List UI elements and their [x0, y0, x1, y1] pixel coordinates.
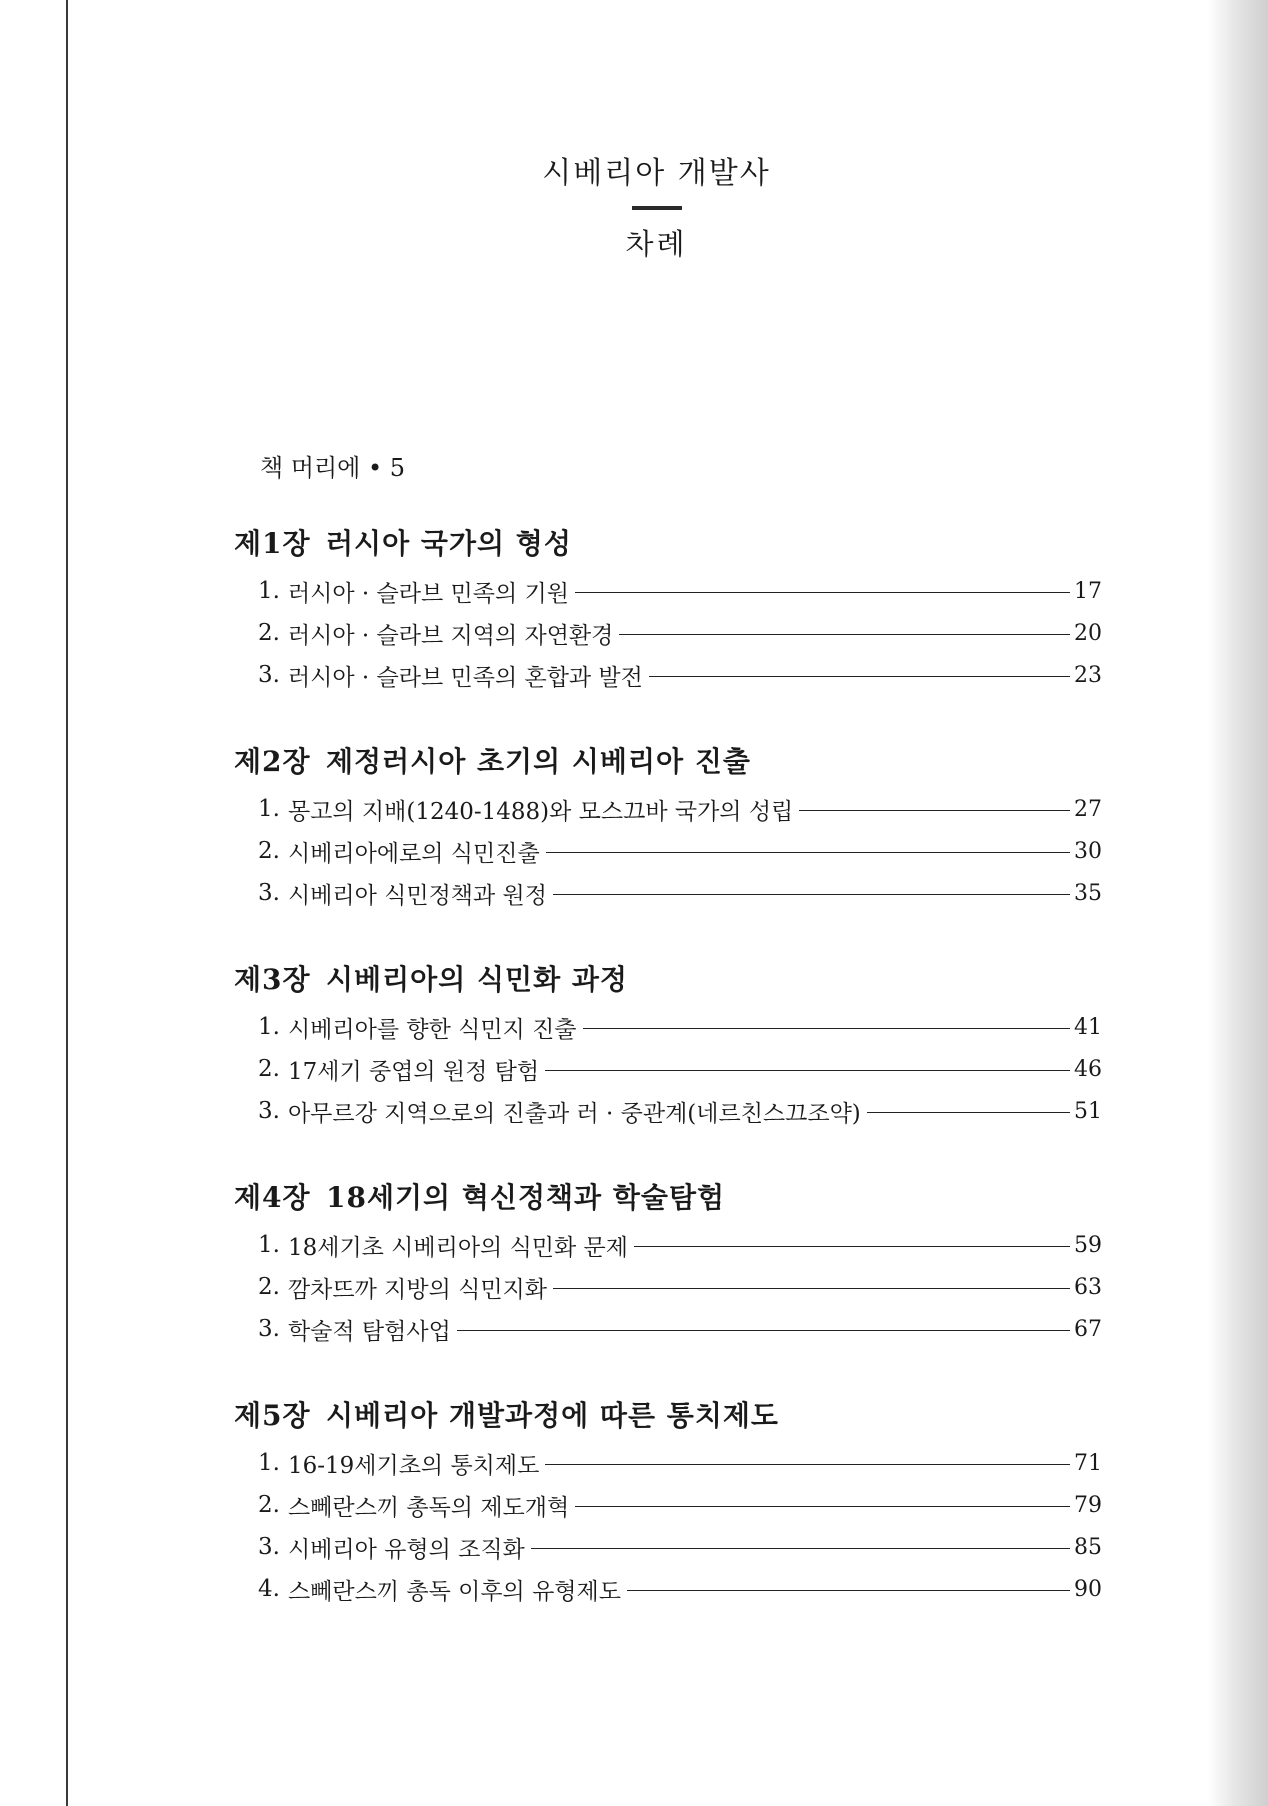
- page-number: 27: [1074, 796, 1102, 822]
- chapter-number: 제2장: [234, 745, 311, 778]
- chapter-title-text: 시베리아의 식민화 과정: [326, 963, 628, 996]
- section-number: 1.: [258, 1014, 280, 1040]
- chapter: [234, 522, 1102, 696]
- section-title: 시베리아 유형의 조직화: [287, 1536, 525, 1563]
- section-number: 2.: [258, 838, 280, 864]
- toc-list: [234, 522, 1102, 1654]
- page-number: 46: [1074, 1056, 1102, 1082]
- toc-entry[interactable]: [234, 1006, 1102, 1048]
- chapter: [234, 1394, 1102, 1610]
- leader-line: [649, 676, 1070, 677]
- book-title: 시베리아 개발사: [542, 156, 771, 191]
- toc-entry[interactable]: [234, 1224, 1102, 1266]
- chapter-number: 제4장: [234, 1181, 311, 1214]
- section-number: 1.: [258, 1450, 280, 1476]
- section-number: 1.: [258, 1232, 280, 1258]
- page-number: 23: [1074, 662, 1102, 688]
- section-title: 시베리아에로의 식민진출: [287, 840, 540, 867]
- page-number: 71: [1074, 1450, 1102, 1476]
- leader-line: [546, 852, 1070, 853]
- leader-line: [619, 634, 1070, 635]
- leader-line: [545, 1070, 1070, 1071]
- page-number: 85: [1074, 1534, 1102, 1560]
- leader-line: [575, 1506, 1070, 1507]
- leader-line: [553, 1288, 1070, 1289]
- section-number: 1.: [258, 578, 280, 604]
- page-edge: [66, 0, 68, 1806]
- section-title: 몽고의 지배(1240-1488)와 모스끄바 국가의 성립: [287, 798, 794, 825]
- toc-entry[interactable]: [234, 1308, 1102, 1350]
- section-number: 1.: [258, 796, 280, 822]
- chapter-title-text: 18세기의 혁신정책과 학술탐험: [326, 1181, 726, 1214]
- leader-line: [799, 810, 1070, 811]
- section-number: 3.: [258, 662, 280, 688]
- toc-entry[interactable]: [234, 570, 1102, 612]
- toc-entry[interactable]: [234, 788, 1102, 830]
- section-number: 2.: [258, 1274, 280, 1300]
- chapter-number: 제3장: [234, 963, 311, 996]
- section-title: 러시아 · 슬라브 지역의 자연환경: [287, 622, 614, 649]
- chapter-title[interactable]: [234, 740, 1102, 780]
- page-number: 59: [1074, 1232, 1102, 1258]
- leader-line: [553, 894, 1070, 895]
- section-number: 3.: [258, 1098, 280, 1124]
- section-title: 러시아 · 슬라브 민족의 기원: [287, 580, 569, 607]
- header: [0, 148, 1268, 263]
- leader-line: [545, 1464, 1070, 1465]
- section-title: 학술적 탐험사업: [287, 1318, 451, 1345]
- title-rule: [632, 206, 682, 210]
- section-title: 17세기 중엽의 원정 탐험: [287, 1058, 540, 1085]
- toc-entry[interactable]: [234, 1090, 1102, 1132]
- chapter-title-text: 제정러시아 초기의 시베리아 진출: [326, 745, 751, 778]
- section-title: 16-19세기초의 통치제도: [287, 1452, 540, 1479]
- section-number: 2.: [258, 620, 280, 646]
- page-shadow: [1208, 0, 1268, 1806]
- section-number: 3.: [258, 1534, 280, 1560]
- chapter-title[interactable]: [234, 1176, 1102, 1216]
- toc-entry[interactable]: [234, 1442, 1102, 1484]
- page-number: 67: [1074, 1316, 1102, 1342]
- section-title: 시베리아 식민정책과 원정: [287, 882, 547, 909]
- chapter: [234, 1176, 1102, 1350]
- section-title: 스뻬란스끼 총독 이후의 유형제도: [287, 1578, 621, 1605]
- toc-entry[interactable]: [234, 1526, 1102, 1568]
- toc-entry[interactable]: [234, 612, 1102, 654]
- section-number: 2.: [258, 1056, 280, 1082]
- chapter-title-text: 러시아 국가의 형성: [326, 527, 572, 560]
- section-number: 2.: [258, 1492, 280, 1518]
- leader-line: [575, 592, 1070, 593]
- toc-entry[interactable]: [234, 830, 1102, 872]
- toc-entry[interactable]: [234, 1048, 1102, 1090]
- section-number: 4.: [258, 1576, 280, 1602]
- toc-entry[interactable]: [234, 1484, 1102, 1526]
- section-title: 러시아 · 슬라브 민족의 혼합과 발전: [287, 664, 643, 691]
- toc-heading: 차례: [625, 227, 688, 261]
- section-number: 3.: [258, 1316, 280, 1342]
- leader-line: [634, 1246, 1070, 1247]
- page-number: 51: [1074, 1098, 1102, 1124]
- leader-line: [867, 1112, 1070, 1113]
- page-number: 20: [1074, 620, 1102, 646]
- toc-entry[interactable]: [234, 654, 1102, 696]
- page-number: 79: [1074, 1492, 1102, 1518]
- chapter-number: 제1장: [234, 527, 311, 560]
- page-number: 35: [1074, 880, 1102, 906]
- chapter-title[interactable]: [234, 1394, 1102, 1434]
- leader-line: [457, 1330, 1070, 1331]
- leader-line: [583, 1028, 1070, 1029]
- section-title: 깜차뜨까 지방의 식민지화: [287, 1276, 547, 1303]
- chapter-title[interactable]: [234, 522, 1102, 562]
- chapter-title-text: 시베리아 개발과정에 따른 통치제도: [326, 1399, 779, 1432]
- chapter: [234, 958, 1102, 1132]
- section-number: 3.: [258, 880, 280, 906]
- preface-entry: 책 머리에 • 5: [260, 454, 406, 482]
- section-title: 18세기초 시베리아의 식민화 문제: [287, 1234, 628, 1261]
- toc-entry[interactable]: [234, 872, 1102, 914]
- leader-line: [531, 1548, 1070, 1549]
- section-title: 아무르강 지역으로의 진출과 러 · 중관계(네르친스끄조약): [287, 1100, 861, 1127]
- chapter: [234, 740, 1102, 914]
- page-number: 90: [1074, 1576, 1102, 1602]
- section-title: 시베리아를 향한 식민지 진출: [287, 1016, 577, 1043]
- toc-entry[interactable]: [234, 1266, 1102, 1308]
- chapter-number: 제5장: [234, 1399, 311, 1432]
- page-number: 41: [1074, 1014, 1102, 1040]
- section-title: 스뻬란스끼 총독의 제도개혁: [287, 1494, 570, 1521]
- page-number: 63: [1074, 1274, 1102, 1300]
- chapter-title[interactable]: [234, 958, 1102, 998]
- page-number: 30: [1074, 838, 1102, 864]
- leader-line: [627, 1590, 1070, 1591]
- toc-entry[interactable]: [234, 1568, 1102, 1610]
- page-number: 17: [1074, 578, 1102, 604]
